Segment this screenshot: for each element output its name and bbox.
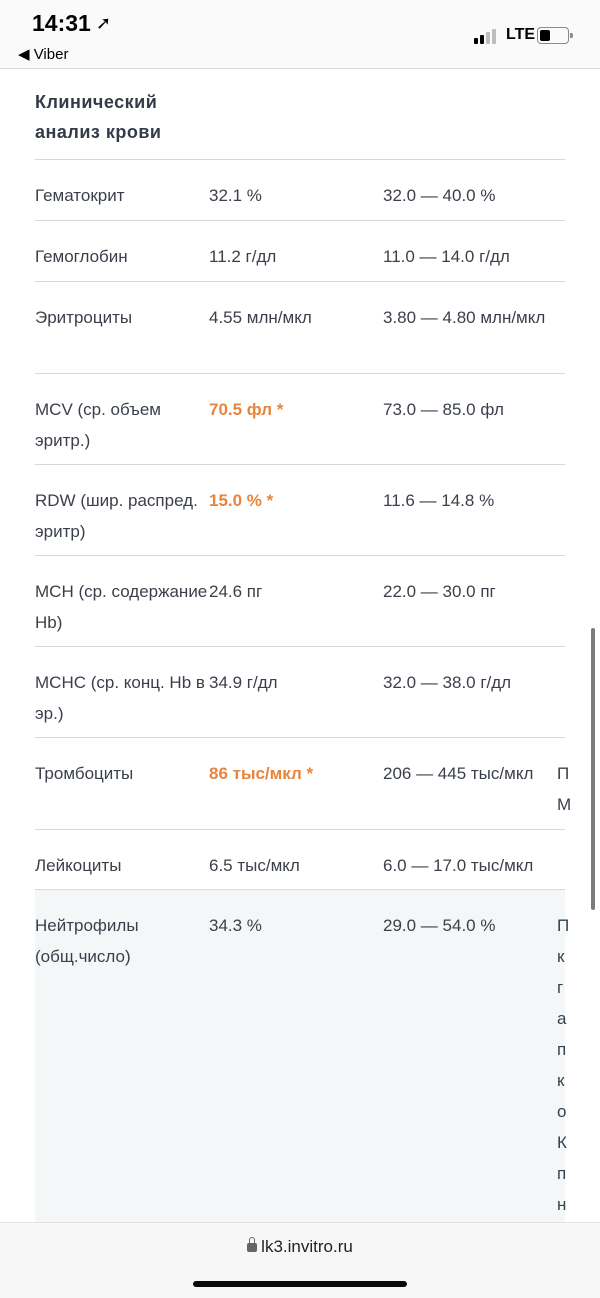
address-bar[interactable] — [0, 1237, 600, 1257]
reference-range: 29.0 — 54.0 % — [383, 916, 496, 935]
table-row — [35, 159, 565, 220]
table-row — [35, 737, 572, 829]
table-row — [35, 281, 565, 373]
test-value-abnormal: 70.5 фл * — [209, 400, 284, 419]
status-bar — [0, 0, 600, 68]
reference-range: 73.0 — 85.0 фл — [383, 400, 504, 419]
lock-icon — [247, 1243, 257, 1252]
test-value: 11.2 г/дл — [209, 247, 277, 266]
url-text: lk3.invitro.ru — [261, 1237, 353, 1256]
test-value: 24.6 пг — [209, 582, 263, 601]
reference-range: 11.0 — 14.0 г/дл — [383, 247, 510, 266]
reference-range: 22.0 — 30.0 пг — [383, 582, 496, 601]
test-name: Гематокрит — [35, 186, 125, 205]
test-name: RDW (шир. распред. эритр) — [35, 491, 198, 541]
test-name: Нейтрофилы (общ.число) — [35, 916, 139, 966]
reference-range: 3.80 — 4.80 млн/мкл — [383, 308, 546, 327]
test-value: 32.1 % — [209, 186, 262, 205]
table-row — [35, 464, 565, 556]
status-time: 14:31 — [32, 10, 91, 36]
table-row — [35, 646, 565, 738]
test-value: 34.9 г/дл — [209, 673, 278, 692]
section-title: Клинический анализ крови — [35, 92, 162, 142]
table-row — [35, 373, 565, 465]
cellular-signal-icon — [474, 28, 500, 44]
table-row — [35, 829, 565, 890]
reference-range: 32.0 — 40.0 % — [383, 186, 496, 205]
table-row — [35, 220, 565, 281]
test-value: 6.5 тыс/мкл — [209, 856, 300, 875]
scrollbar[interactable] — [591, 628, 595, 910]
test-value-abnormal: 86 тыс/мкл * — [209, 764, 314, 783]
home-indicator[interactable] — [193, 1281, 407, 1287]
network-type: LTE — [506, 26, 536, 43]
reference-range: 32.0 — 38.0 г/дл — [383, 673, 512, 692]
test-name: MCH (ср. содержание Hb) — [35, 582, 208, 632]
test-name: Лейкоциты — [35, 856, 122, 875]
location-arrow-icon: ➚ — [96, 13, 112, 33]
table-row-highlighted — [35, 889, 570, 1230]
back-to-app-link[interactable]: ◀ Viber — [18, 46, 69, 63]
battery-icon — [537, 27, 569, 44]
test-name: Эритроциты — [35, 308, 133, 327]
test-value: 4.55 млн/мкл — [209, 308, 312, 327]
comment-cell: П к г а п к о К п н — [557, 916, 570, 1214]
comment-cell: П М — [557, 764, 572, 814]
test-value-abnormal: 15.0 % * — [209, 491, 274, 510]
browser-bottom-bar — [0, 1222, 600, 1298]
reference-range: 206 — 445 тыс/мкл — [383, 764, 534, 783]
test-name: MCHC (ср. конц. Hb в эр.) — [35, 673, 205, 723]
test-name: Гемоглобин — [35, 247, 128, 266]
table-row — [35, 555, 565, 647]
results-content[interactable] — [0, 69, 600, 1222]
test-name: Тромбоциты — [35, 764, 134, 783]
test-name: MCV (ср. объем эритр.) — [35, 400, 161, 450]
reference-range: 11.6 — 14.8 % — [383, 491, 495, 510]
test-value: 34.3 % — [209, 916, 262, 935]
reference-range: 6.0 — 17.0 тыс/мкл — [383, 856, 534, 875]
